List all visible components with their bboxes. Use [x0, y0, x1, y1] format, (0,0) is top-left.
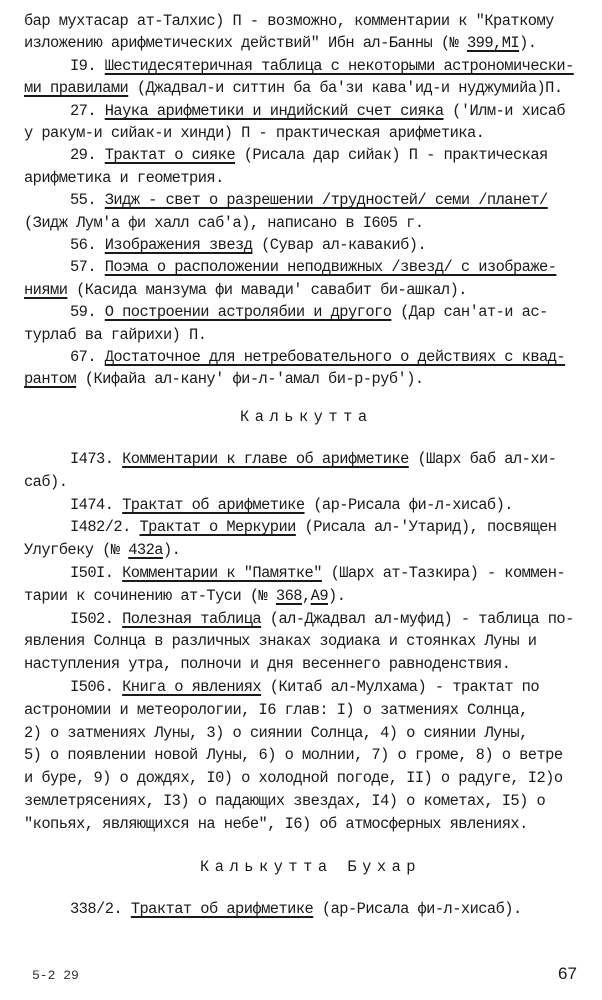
entry-title: Достаточное для нетребовательного о действиях с квад- — [104, 348, 566, 366]
entry-line — [70, 236, 426, 254]
text-line — [24, 370, 424, 388]
line-text: тарии к сочинению ат-Туси (№ — [24, 587, 276, 605]
line-text: 2) о затмениях Луны, 3) о сиянии Солнца, 4) о сиянии Луны, — [24, 724, 528, 742]
entry-line — [70, 900, 522, 918]
entry-line — [70, 102, 565, 120]
entry-number: I482/2. — [70, 518, 140, 536]
catalog-reference: 368 — [275, 587, 302, 605]
line-text: (Зидж Лум'а фи халл саб'а), написано в I605 г. — [24, 214, 424, 232]
entry-number: 55. — [70, 191, 105, 209]
line-text: и буре, 9) о дождях, I0) о холодной погоде, II) о радуге, I2)о — [24, 769, 563, 787]
entry-number: I9. — [70, 57, 105, 75]
entry-line — [70, 303, 548, 321]
line-text: саб). — [24, 473, 68, 491]
line-text: турлаб ва гайрихи) П. — [24, 326, 207, 344]
line-text: (Рисала ал-'Утарид), посвящен — [295, 518, 557, 536]
entry-line — [70, 518, 556, 536]
line-text: (Джадвал-и ситтин ба ба'зи кава'ид-и нуджумийа)П. — [128, 79, 563, 97]
separator: , — [301, 587, 311, 605]
line-text: изложению арифметических действий" Ибн ал-Банны (№ — [24, 34, 467, 52]
text-line — [24, 473, 67, 491]
entry-number: I473. — [70, 450, 123, 468]
text-line — [24, 815, 528, 833]
entry-line — [70, 678, 539, 696]
text-line — [24, 655, 510, 673]
line-text: Улугбеку (№ — [24, 541, 129, 559]
footer-print-code: 5-2 29 — [32, 968, 79, 983]
line-text: астрономии и метеорологии, I6 глав: I) о затмениях Солнца, — [24, 701, 528, 719]
entry-line — [70, 146, 548, 164]
entry-number: I474. — [70, 496, 123, 514]
line-text: (ар-Рисала фи-л-хисаб). — [313, 900, 522, 918]
entry-title: Полезная таблица — [122, 610, 262, 628]
catalog-reference: 432a — [128, 541, 163, 559]
line-text: (ар-Рисала фи-л-хисаб). — [304, 496, 513, 514]
line-text: (ал-Джадвал ал-муфид) - таблица по- — [261, 610, 574, 628]
line-text: (Шарх баб ал-хи- — [408, 450, 557, 468]
text-line — [24, 12, 554, 30]
entry-title: Трактат об арифметике — [122, 496, 305, 514]
entry-line — [70, 610, 574, 628]
entry-number: 59. — [70, 303, 105, 321]
entry-title: Наука арифметики и индийский счет сияка — [104, 102, 444, 120]
line-text: арифметика и геометрия. — [24, 169, 224, 187]
entry-title: Книга о явлениях — [122, 678, 262, 696]
line-text: ). — [519, 34, 537, 52]
text-line — [24, 701, 528, 719]
page-number: 67 — [558, 964, 577, 983]
entry-number: 338/2. — [70, 900, 131, 918]
line-text: явления Солнца в различных знаках зодиака и стоянках Луны и — [24, 632, 537, 650]
entry-line — [70, 258, 556, 276]
line-text: (Рисала дар сийак) П - практическая — [235, 146, 548, 164]
text-line — [24, 169, 224, 187]
entry-title: Трактат о сияке — [104, 146, 236, 164]
text-line — [24, 541, 180, 559]
text-line — [24, 632, 536, 650]
catalog-reference: 399,MI — [466, 34, 520, 52]
line-text: "копьях, являющихся на небе", I6) об атмосферных явлениях. — [24, 815, 528, 833]
entry-title: О построении астролябии и другого — [104, 303, 392, 321]
entry-number: 27. — [70, 102, 105, 120]
entry-title: Трактат о Меркурии — [139, 518, 296, 536]
entry-number: 56. — [70, 236, 105, 254]
entry-number: I502. — [70, 610, 123, 628]
line-text: наступления утра, полночи и дня весеннего равноденствия. — [24, 655, 511, 673]
line-text: ). — [162, 541, 181, 559]
line-text: 5) о появлении новой Луны, 6) о молнии, 7) о громе, 8) о ветре — [24, 746, 563, 764]
entry-title: Трактат об арифметике — [130, 900, 314, 918]
line-text: (Сувар ал-кавакиб). — [252, 236, 427, 254]
entry-title: ми правилами — [24, 79, 129, 97]
entry-line — [70, 450, 556, 468]
text-line — [24, 79, 563, 97]
text-line — [24, 326, 206, 344]
line-text: (Кифайа ал-кану' фи-л-'амал би-р-руб'). — [76, 370, 424, 388]
text-line — [24, 124, 484, 142]
entry-number: 67. — [70, 348, 105, 366]
entry-line — [70, 191, 548, 209]
line-text: (Касида манзума фи мавади' савабит би-ашкал). — [67, 281, 467, 299]
line-text: у ракум-и сийак-и хинди) П - практическая арифметика. — [24, 124, 485, 142]
line-text: ). — [328, 587, 346, 605]
line-text: бар мухтасар ат-Талхис) П - возможно, комментарии к "Краткому — [24, 12, 554, 30]
entry-number: 29. — [70, 146, 105, 164]
section-heading-calcutta-bukhar: Калькутта Бухар — [200, 858, 422, 876]
catalog-reference: A9 — [310, 587, 329, 605]
text-line — [24, 792, 545, 810]
entry-title: рантом — [24, 370, 77, 388]
entry-number: I50I. — [70, 564, 123, 582]
line-text: землетрясениях, I3) о падающих звездах, I4) о кометах, I5) о — [24, 792, 546, 810]
text-line — [24, 746, 563, 764]
text-line — [24, 281, 467, 299]
entry-title: Поэма о расположении неподвижных /звезд/ с изображе- — [104, 258, 557, 276]
entry-title: Комментарии к главе об арифметике — [122, 450, 409, 468]
entry-line — [70, 564, 565, 582]
text-line — [24, 769, 563, 787]
entry-line — [70, 57, 574, 75]
line-text: (Дар сан'ат-и ас- — [391, 303, 548, 321]
entry-title: Комментарии к "Памятке" — [122, 564, 322, 582]
text-line — [24, 34, 536, 52]
section-heading-calcutta: Калькутта — [240, 408, 373, 426]
entry-line — [70, 348, 565, 366]
line-text: ('Илм-и хисаб — [443, 102, 566, 120]
entry-number: I506. — [70, 678, 123, 696]
text-line — [24, 214, 424, 232]
text-line — [24, 724, 528, 742]
entry-title: ниями — [24, 281, 68, 299]
line-text: (Китаб ал-Мулхама) - трактат по — [261, 678, 540, 696]
text-line — [24, 587, 345, 605]
line-text: (Шарх ат-Тазкира) - коммен- — [321, 564, 566, 582]
entry-title: Шестидесятеричная таблица с некоторыми астрономически- — [104, 57, 574, 75]
entry-title: Зидж - свет о разрешении /трудностей/ семи /планет/ — [104, 191, 548, 209]
entry-title: Изображения звезд — [104, 236, 253, 254]
entry-number: 57. — [70, 258, 105, 276]
entry-line — [70, 496, 513, 514]
